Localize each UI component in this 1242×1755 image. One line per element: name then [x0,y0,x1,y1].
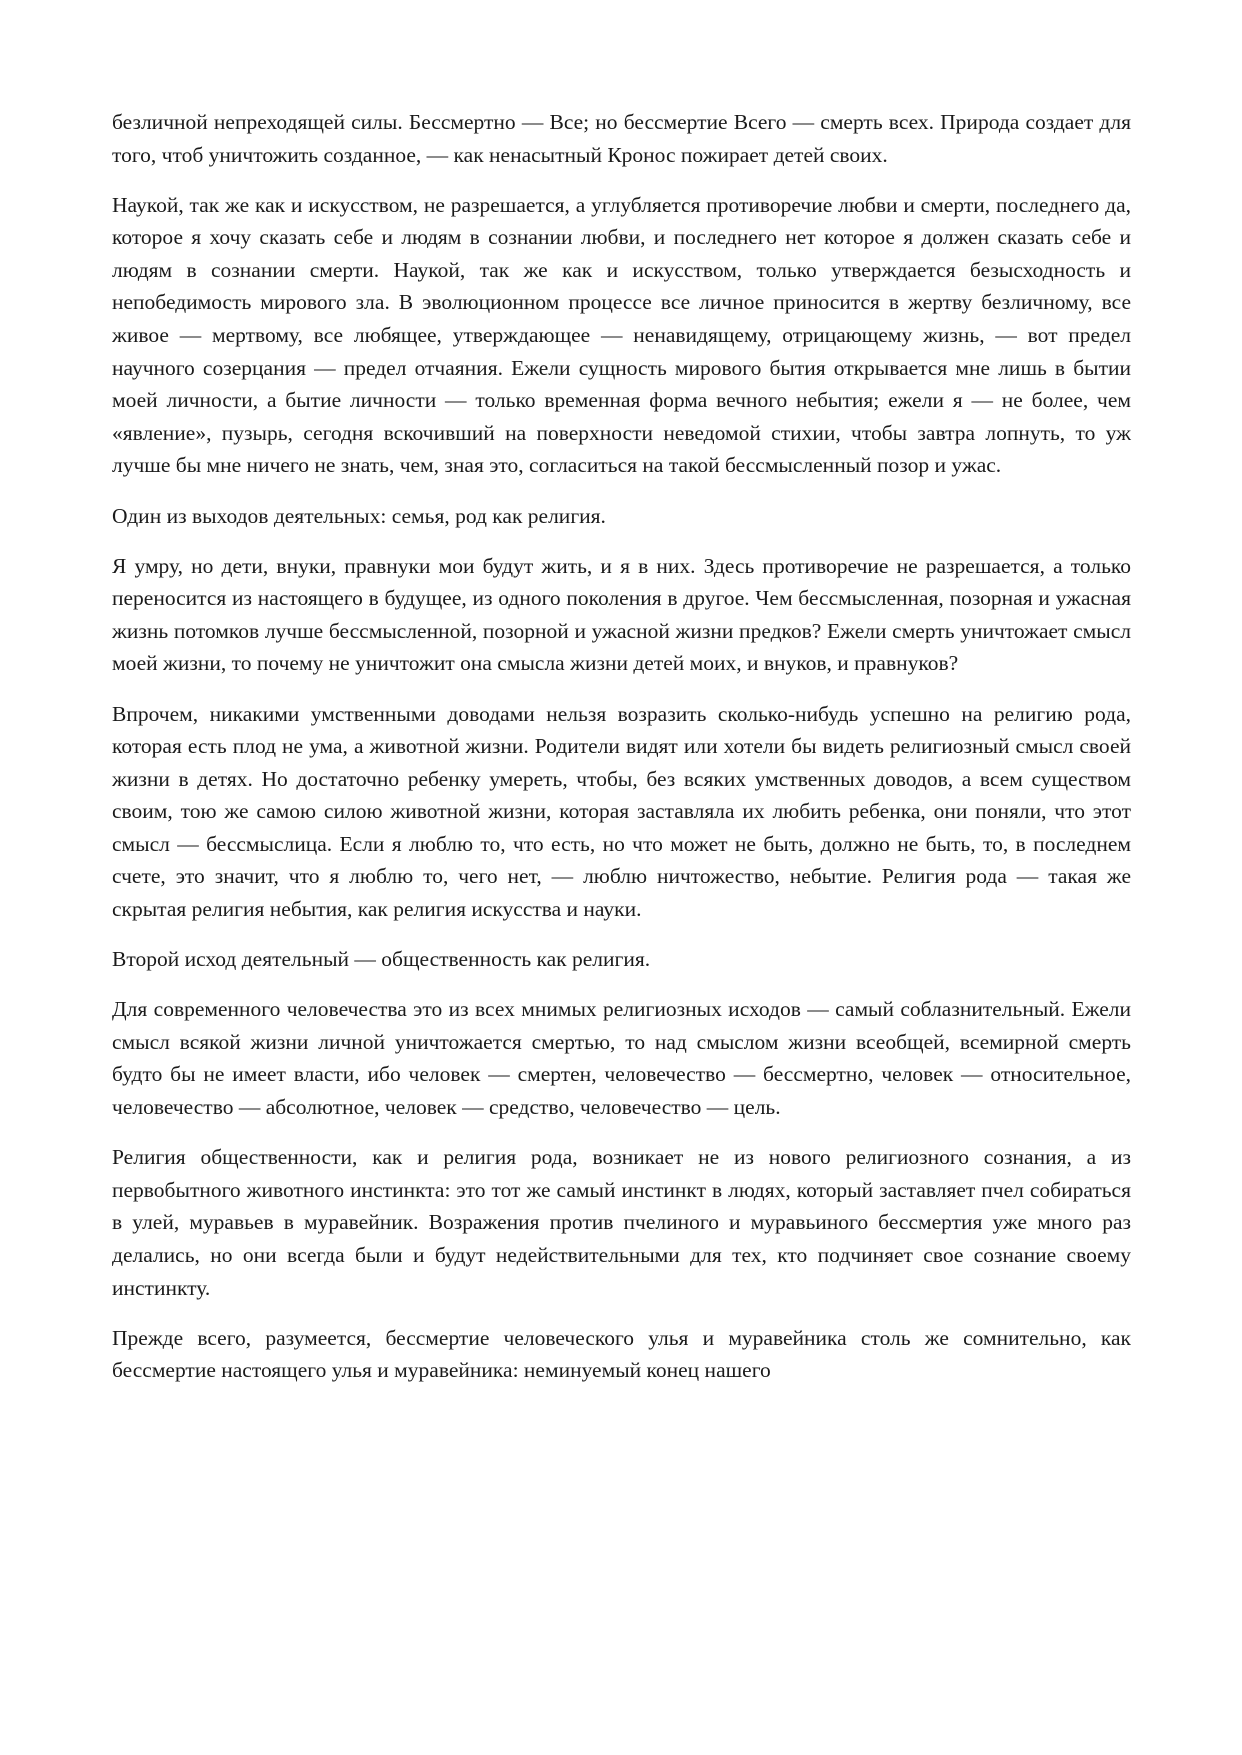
paragraph-3: Один из выходов деятельных: семья, род как религия. [112,503,606,528]
paragraph-1: безличной непреходящей силы. Бессмертно — Все; но бессмертие Всего — смерть всех. Природа создает для того, чтоб уничтожить созданное, — как ненасытный Кронос пожирает детей своих. [112,110,1131,167]
paragraph-4: Я умру, но дети, внуки, правнуки мои будут жить, и я в них. Здесь противоречие не разрешается, а только переносится из настоящего в будущее, из одного поколения в другое. Чем бессмысленная, позорная и ужасная жизнь потомков лучше бессмысленной, позорной и ужасной жизни предков? Ежели смерть уничтожает смысл моей жизни, то почему не уничтожит она смысла жизни детей моих, и внуков, и правнуков? [112,553,1131,676]
paragraph-2: Наукой, так же как и искусством, не разрешается, а углубляется противоречие любви и смерти, последнего да, которое я хочу сказать себе и людям в сознании любви, и последнего нет которое я должен сказать себе и людям в сознании смерти. Наукой, так же как и искусством, только утверждается безысходность и непобедимость мирового зла. В эволюционном процессе все личное приносится в жертву безличному, все живое — мертвому, все любящее, утверждающее — ненавидящему, отрицающему жизнь, — вот предел научного созерцания — предел отчаяния. Ежели сущность мирового бытия открывается мне лишь в бытии моей личности, а бытие личности — только временная форма вечного небытия; ежели я — не более, чем «явление», пузырь, сегодня вскочивший на поверхности неведомой стихии, чтобы завтра лопнуть, то уж лучше бы мне ничего не знать, чем, зная это, согласиться на такой бессмысленный позор и ужас. [112,192,1131,478]
paragraph-7: Для современного человечества это из всех мнимых религиозных исходов — самый соблазнительный. Ежели смысл всякой жизни личной уничтожается смертью, то над смыслом жизни всеобщей, всемирной смерть будто бы не имеет власти, ибо человек — смертен, человечество — бессмертно, человек — относительное, человечество — абсолютное, человек — средство, человечество — цель. [112,997,1131,1120]
paragraph-9: Прежде всего, разумеется, бессмертие человеческого улья и муравейника столь же сомнительно, как бессмертие настоящего улья и муравейника: неминуемый конец нашего [112,1325,1131,1383]
paragraph-8: Религия общественности, как и религия рода, возникает не из нового религиозного сознания, а из первобытного животного инстинкта: это тот же самый инстинкт в людях, который заставляет пчел собираться в улей, муравьев в муравейник. Возражения против пчелиного и муравьиного бессмертия уже много раз делались, но они всегда были и будут недействительными для тех, кто подчиняет свое сознание своему инстинкту. [112,1145,1131,1300]
text-body [112,106,1131,1387]
paragraph-6: Второй исход деятельный — общественность как религия. [112,947,651,972]
paragraph-5: Впрочем, никакими умственными доводами нельзя возразить сколько-нибудь успешно на религию рода, которая есть плод не ума, а животной жизни. Родители видят или хотели бы видеть религиозный смысл своей жизни в детях. Но достаточно ребенку умереть, чтобы, без всяких умственных доводов, а всем существом своим, тою же самою силою животной жизни, которая заставляла их любить ребенка, они поняли, что этот смысл — бессмыслица. Если я люблю то, что есть, но что может не быть, должно не быть, то, в последнем счете, это значит, что я люблю то, чего нет, — люблю ничтожество, небытие. Религия рода — такая же скрытая религия небытия, как религия искусства и науки. [112,701,1131,922]
